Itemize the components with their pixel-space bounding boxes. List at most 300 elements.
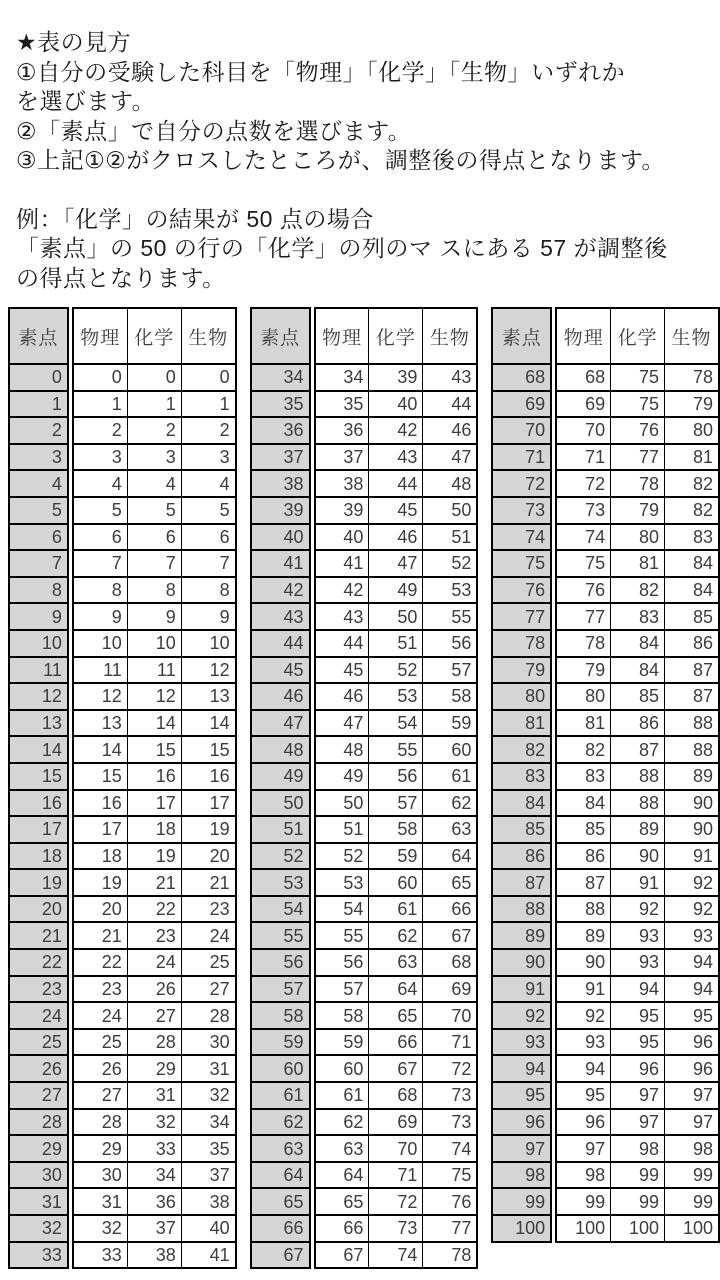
score-cell: 94 — [665, 976, 719, 1003]
score-cell: 90 — [611, 843, 665, 870]
score-cell: 30 — [73, 1162, 127, 1189]
raw-score-cell: 41 — [251, 550, 310, 577]
score-cell: 49 — [369, 577, 423, 604]
score-cell: 82 — [665, 470, 719, 497]
score-cell: 27 — [181, 976, 235, 1003]
score-cell: 90 — [665, 816, 719, 843]
raw-score-cell: 31 — [9, 1188, 68, 1215]
score-cell: 93 — [611, 949, 665, 976]
score-cell: 17 — [127, 790, 181, 817]
raw-score-cell: 26 — [9, 1055, 68, 1082]
table-row — [73, 1055, 236, 1082]
table-row — [73, 710, 236, 737]
table-row — [556, 736, 719, 763]
score-cell: 56 — [315, 949, 369, 976]
score-cell: 28 — [181, 1002, 235, 1029]
score-cell: 73 — [423, 1082, 477, 1109]
raw-score-cell: 5 — [9, 497, 68, 524]
score-cell: 83 — [556, 763, 610, 790]
score-cell: 60 — [423, 736, 477, 763]
raw-score-cell: 100 — [492, 1215, 551, 1242]
score-cell: 34 — [181, 1109, 235, 1136]
score-cell: 97 — [665, 1082, 719, 1109]
score-cell: 35 — [315, 391, 369, 418]
raw-score-cell: 9 — [9, 603, 68, 630]
score-cell: 9 — [181, 603, 235, 630]
score-cell: 74 — [556, 524, 610, 551]
score-cell: 1 — [127, 391, 181, 418]
table-row — [73, 657, 236, 684]
score-cell: 44 — [369, 470, 423, 497]
raw-score-cell: 60 — [251, 1055, 310, 1082]
score-cell: 81 — [611, 550, 665, 577]
score-cell: 46 — [369, 524, 423, 551]
score-cell: 46 — [315, 683, 369, 710]
table-row — [315, 683, 478, 710]
raw-score-cell: 33 — [9, 1242, 68, 1269]
blank-line — [16, 176, 716, 205]
score-cell: 32 — [73, 1215, 127, 1242]
score-cell: 50 — [369, 603, 423, 630]
table-row — [556, 763, 719, 790]
score-table-group-3 — [491, 307, 720, 1243]
score-cell: 17 — [73, 816, 127, 843]
score-cell: 74 — [423, 1135, 477, 1162]
raw-score-cell: 32 — [9, 1215, 68, 1242]
table-row — [315, 524, 478, 551]
score-cell: 19 — [73, 869, 127, 896]
score-cell: 72 — [556, 470, 610, 497]
score-cell: 87 — [556, 869, 610, 896]
raw-score-cell: 13 — [9, 710, 68, 737]
score-cell: 54 — [369, 710, 423, 737]
score-cell: 63 — [369, 949, 423, 976]
raw-score-cell: 29 — [9, 1135, 68, 1162]
score-cell: 12 — [73, 683, 127, 710]
score-cell: 98 — [611, 1135, 665, 1162]
table-row — [556, 470, 719, 497]
score-cell: 39 — [315, 497, 369, 524]
raw-score-cell: 49 — [251, 763, 310, 790]
raw-score-cell: 66 — [251, 1215, 310, 1242]
score-cell: 78 — [611, 470, 665, 497]
table-row — [315, 1055, 478, 1082]
score-cell: 15 — [181, 736, 235, 763]
table-row — [556, 1055, 719, 1082]
score-cell: 75 — [611, 364, 665, 391]
score-cell: 21 — [181, 869, 235, 896]
score-cell: 20 — [73, 896, 127, 923]
score-cell: 95 — [665, 1002, 719, 1029]
score-cell: 7 — [73, 550, 127, 577]
section-title: ★表の見方 — [16, 29, 132, 55]
raw-score-cell: 7 — [9, 550, 68, 577]
raw-score-cell: 23 — [9, 976, 68, 1003]
score-cell: 58 — [423, 683, 477, 710]
score-cell: 70 — [556, 417, 610, 444]
score-cell: 65 — [423, 869, 477, 896]
score-cell: 9 — [73, 603, 127, 630]
table-row — [556, 1029, 719, 1056]
score-cell: 66 — [423, 896, 477, 923]
score-cell: 60 — [369, 869, 423, 896]
subject-header-3: 生物 — [665, 308, 719, 364]
score-cell: 49 — [315, 763, 369, 790]
table-row — [315, 949, 478, 976]
score-cell: 33 — [73, 1242, 127, 1269]
score-cell: 48 — [423, 470, 477, 497]
score-cell: 5 — [73, 497, 127, 524]
score-cell: 18 — [127, 816, 181, 843]
score-cell: 51 — [369, 630, 423, 657]
table-row — [73, 1109, 236, 1136]
table-row — [556, 869, 719, 896]
score-cell: 23 — [73, 976, 127, 1003]
table-row — [73, 843, 236, 870]
table-row — [315, 1215, 478, 1242]
score-cell: 75 — [423, 1162, 477, 1189]
raw-score-cell: 76 — [492, 577, 551, 604]
score-cell: 76 — [611, 417, 665, 444]
raw-score-cell: 94 — [492, 1055, 551, 1082]
score-cell: 100 — [611, 1215, 665, 1242]
score-cell: 42 — [369, 417, 423, 444]
score-cell: 14 — [73, 736, 127, 763]
score-cell: 78 — [665, 364, 719, 391]
table-row — [315, 497, 478, 524]
score-cell: 19 — [181, 816, 235, 843]
table-row — [73, 497, 236, 524]
raw-score-cell: 96 — [492, 1109, 551, 1136]
raw-score-cell: 90 — [492, 949, 551, 976]
table-row — [315, 869, 478, 896]
raw-score-cell: 44 — [251, 630, 310, 657]
score-cell: 15 — [127, 736, 181, 763]
score-cell: 45 — [315, 657, 369, 684]
score-cell: 43 — [315, 603, 369, 630]
score-cell: 26 — [127, 976, 181, 1003]
raw-score-cell: 92 — [492, 1002, 551, 1029]
table-row — [556, 630, 719, 657]
raw-score-cell: 19 — [9, 869, 68, 896]
score-cell: 31 — [73, 1188, 127, 1215]
score-cell: 6 — [73, 524, 127, 551]
table-row — [556, 790, 719, 817]
score-cell: 83 — [665, 524, 719, 551]
raw-score-cell: 12 — [9, 683, 68, 710]
table-row — [73, 790, 236, 817]
score-cell: 6 — [181, 524, 235, 551]
score-cell: 88 — [665, 710, 719, 737]
raw-score-cell: 39 — [251, 497, 310, 524]
raw-score-cell: 58 — [251, 1002, 310, 1029]
score-conversion-tables — [8, 307, 720, 1269]
score-cell: 96 — [665, 1029, 719, 1056]
score-cell: 12 — [181, 657, 235, 684]
score-cell: 36 — [315, 417, 369, 444]
score-cell: 97 — [611, 1082, 665, 1109]
score-cell: 39 — [369, 364, 423, 391]
score-cell: 96 — [556, 1109, 610, 1136]
score-cell: 3 — [181, 444, 235, 471]
score-cell: 23 — [181, 896, 235, 923]
score-cell: 57 — [369, 790, 423, 817]
subject-header-1: 物理 — [315, 308, 369, 364]
table-row — [556, 922, 719, 949]
score-cell: 78 — [423, 1242, 477, 1269]
raw-score-column-1 — [8, 307, 69, 1269]
score-cell: 71 — [369, 1162, 423, 1189]
raw-score-cell: 53 — [251, 869, 310, 896]
table-row — [556, 1135, 719, 1162]
subject-header-1: 物理 — [73, 308, 127, 364]
subject-header-2: 化学 — [127, 308, 181, 364]
score-cell: 11 — [127, 657, 181, 684]
score-cell: 50 — [315, 790, 369, 817]
raw-score-cell: 78 — [492, 630, 551, 657]
score-cell: 52 — [369, 657, 423, 684]
score-cell: 46 — [423, 417, 477, 444]
raw-score-header: 素点 — [9, 308, 68, 364]
raw-score-cell: 85 — [492, 816, 551, 843]
score-cell: 4 — [73, 470, 127, 497]
table-row — [556, 816, 719, 843]
score-cell: 84 — [665, 550, 719, 577]
score-cell: 41 — [181, 1242, 235, 1269]
score-cell: 71 — [423, 1029, 477, 1056]
score-cell: 41 — [315, 550, 369, 577]
score-cell: 91 — [665, 843, 719, 870]
score-cell: 57 — [423, 657, 477, 684]
score-cell: 21 — [127, 869, 181, 896]
instruction-step-1-cont: を選びます。 — [16, 88, 156, 114]
score-cell: 84 — [556, 790, 610, 817]
score-cell: 42 — [315, 577, 369, 604]
score-cell: 83 — [611, 603, 665, 630]
table-row — [73, 763, 236, 790]
score-cell: 16 — [127, 763, 181, 790]
score-cell: 17 — [181, 790, 235, 817]
raw-score-cell: 72 — [492, 470, 551, 497]
table-row — [556, 1002, 719, 1029]
score-cell: 84 — [611, 630, 665, 657]
score-cell: 77 — [556, 603, 610, 630]
score-cell: 14 — [181, 710, 235, 737]
table-row — [556, 391, 719, 418]
score-cell: 2 — [73, 417, 127, 444]
score-cell: 61 — [423, 763, 477, 790]
score-cell: 81 — [665, 444, 719, 471]
score-cell: 35 — [181, 1135, 235, 1162]
score-cell: 8 — [73, 577, 127, 604]
score-cell: 28 — [127, 1029, 181, 1056]
score-cell: 2 — [181, 417, 235, 444]
score-cell: 15 — [73, 763, 127, 790]
raw-score-cell: 74 — [492, 524, 551, 551]
score-cell: 37 — [181, 1162, 235, 1189]
raw-score-cell: 42 — [251, 577, 310, 604]
score-cell: 65 — [369, 1002, 423, 1029]
raw-score-cell: 28 — [9, 1109, 68, 1136]
score-cell: 91 — [556, 976, 610, 1003]
score-cell: 66 — [369, 1029, 423, 1056]
table-row — [73, 896, 236, 923]
score-cell: 32 — [127, 1109, 181, 1136]
score-cell: 78 — [556, 630, 610, 657]
table-row — [73, 417, 236, 444]
score-cell: 96 — [611, 1055, 665, 1082]
score-cell: 43 — [369, 444, 423, 471]
score-cell: 13 — [181, 683, 235, 710]
table-row — [73, 683, 236, 710]
table-row — [73, 603, 236, 630]
score-cell: 34 — [315, 364, 369, 391]
score-cell: 67 — [315, 1242, 369, 1269]
raw-score-column-3 — [491, 307, 552, 1243]
score-cell: 10 — [181, 630, 235, 657]
table-row — [73, 922, 236, 949]
example-line-3: の得点となります。 — [16, 264, 226, 291]
score-cell: 65 — [315, 1188, 369, 1215]
table-row — [315, 710, 478, 737]
raw-score-cell: 95 — [492, 1082, 551, 1109]
score-cell: 47 — [315, 710, 369, 737]
raw-score-cell: 50 — [251, 790, 310, 817]
table-row — [556, 577, 719, 604]
score-cell: 47 — [423, 444, 477, 471]
table-row — [556, 524, 719, 551]
score-cell: 89 — [556, 922, 610, 949]
score-cell: 60 — [315, 1055, 369, 1082]
score-cell: 44 — [315, 630, 369, 657]
score-cell: 29 — [127, 1055, 181, 1082]
subject-scores-table-3 — [555, 307, 720, 1243]
score-cell: 90 — [665, 790, 719, 817]
instruction-step-2: ②「素点」で自分の点数を選びます。 — [16, 117, 412, 144]
score-cell: 82 — [665, 497, 719, 524]
raw-score-cell: 88 — [492, 896, 551, 923]
score-cell: 33 — [127, 1135, 181, 1162]
score-cell: 82 — [556, 736, 610, 763]
score-cell: 47 — [369, 550, 423, 577]
raw-score-cell: 0 — [9, 364, 68, 391]
raw-score-cell: 24 — [9, 1002, 68, 1029]
score-cell: 29 — [73, 1135, 127, 1162]
raw-score-header: 素点 — [492, 308, 551, 364]
score-cell: 72 — [369, 1188, 423, 1215]
raw-score-cell: 18 — [9, 843, 68, 870]
score-cell: 88 — [665, 736, 719, 763]
example-line-2: 「素点」の 50 の行の「化学」の列のマ スにある 57 が調整後 — [16, 235, 668, 261]
score-cell: 63 — [315, 1135, 369, 1162]
raw-score-cell: 83 — [492, 763, 551, 790]
score-cell: 66 — [315, 1215, 369, 1242]
raw-score-cell: 34 — [251, 364, 310, 391]
score-cell: 55 — [369, 736, 423, 763]
score-cell: 92 — [611, 896, 665, 923]
table-row — [73, 1029, 236, 1056]
score-cell: 27 — [73, 1082, 127, 1109]
raw-score-cell: 47 — [251, 710, 310, 737]
score-cell: 73 — [369, 1215, 423, 1242]
score-cell: 20 — [181, 843, 235, 870]
table-row — [556, 497, 719, 524]
table-row — [73, 736, 236, 763]
score-cell: 58 — [315, 1002, 369, 1029]
score-cell: 96 — [665, 1055, 719, 1082]
raw-score-cell: 65 — [251, 1188, 310, 1215]
score-table-group-2 — [250, 307, 479, 1269]
score-cell: 94 — [611, 976, 665, 1003]
score-cell: 77 — [423, 1215, 477, 1242]
table-row — [73, 1002, 236, 1029]
score-cell: 7 — [127, 550, 181, 577]
score-cell: 99 — [665, 1162, 719, 1189]
score-cell: 31 — [127, 1082, 181, 1109]
score-cell: 24 — [181, 922, 235, 949]
score-cell: 9 — [127, 603, 181, 630]
score-cell: 37 — [127, 1215, 181, 1242]
score-cell: 44 — [423, 391, 477, 418]
score-cell: 84 — [611, 657, 665, 684]
score-cell: 24 — [73, 1002, 127, 1029]
score-cell: 92 — [665, 869, 719, 896]
score-cell: 92 — [665, 896, 719, 923]
raw-score-cell: 25 — [9, 1029, 68, 1056]
score-cell: 11 — [73, 657, 127, 684]
score-cell: 23 — [127, 922, 181, 949]
subject-scores-table-1 — [72, 307, 237, 1269]
score-cell: 87 — [665, 683, 719, 710]
score-cell: 25 — [181, 949, 235, 976]
score-cell: 99 — [611, 1162, 665, 1189]
score-cell: 57 — [315, 976, 369, 1003]
table-row — [73, 976, 236, 1003]
score-cell: 58 — [369, 816, 423, 843]
score-cell: 24 — [127, 949, 181, 976]
score-cell: 8 — [181, 577, 235, 604]
score-cell: 38 — [127, 1242, 181, 1269]
score-cell: 51 — [423, 524, 477, 551]
table-row — [315, 1188, 478, 1215]
table-row — [73, 364, 236, 391]
score-cell: 87 — [611, 736, 665, 763]
table-row — [73, 1188, 236, 1215]
score-cell: 13 — [73, 710, 127, 737]
score-cell: 88 — [611, 790, 665, 817]
score-cell: 80 — [611, 524, 665, 551]
score-cell: 34 — [127, 1162, 181, 1189]
score-cell: 85 — [665, 603, 719, 630]
score-cell: 85 — [611, 683, 665, 710]
score-cell: 4 — [127, 470, 181, 497]
table-row — [73, 577, 236, 604]
score-cell: 98 — [665, 1135, 719, 1162]
table-row — [315, 1242, 478, 1269]
score-cell: 99 — [665, 1188, 719, 1215]
table-row — [315, 1002, 478, 1029]
score-cell: 1 — [181, 391, 235, 418]
example-line-1: 例：「化学」の結果が 50 点の場合 — [16, 205, 374, 232]
table-row — [556, 603, 719, 630]
raw-score-cell: 79 — [492, 657, 551, 684]
raw-score-cell: 52 — [251, 843, 310, 870]
score-cell: 95 — [611, 1029, 665, 1056]
instruction-step-3: ③上記①②がクロスしたところが、調整後の得点となります。 — [16, 147, 666, 173]
score-cell: 53 — [423, 577, 477, 604]
score-cell: 40 — [315, 524, 369, 551]
table-row — [315, 843, 478, 870]
